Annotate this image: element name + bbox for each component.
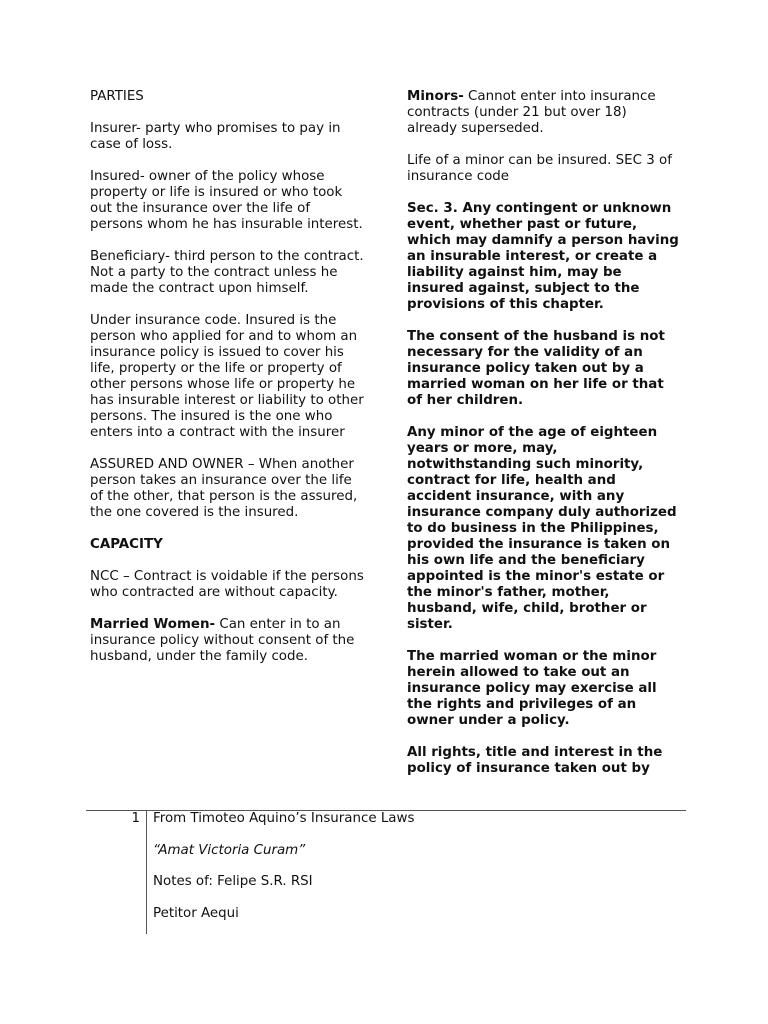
footer-vertical-rule: [146, 810, 147, 934]
parties-heading: PARTIES: [90, 89, 144, 104]
capacity-heading: CAPACITY: [90, 537, 163, 552]
left-column: [90, 89, 366, 681]
any-minor-paragraph: Any minor of the age of eighteen years or more, may, notwithstanding such minority, contract for life, health and accident insurance, with any insurance company duly authorized to do business in the Philippines, provided the insurance is taken on his own life and the beneficiary appointed is the minor's estate or the minor's father, mother, husband, wife, child, brother or sister.: [407, 425, 677, 632]
married-woman-minor-paragraph: The married woman or the minor herein allowed to take out an insurance policy may exercise all the rights and privileges of an owner under a policy.: [407, 649, 657, 728]
footer-signature: Petitor Aequi: [153, 905, 239, 921]
footer-motto: “Amat Victoria Curam”: [153, 842, 306, 858]
sec3-paragraph: Sec. 3. Any contingent or unknown event, whether past or future, which may damnify a person having an insurable interest, or create a liability against him, may be insured against, subject to the provisions of this chapter.: [407, 201, 679, 312]
assured-and-owner-paragraph: ASSURED AND OWNER – When another person takes an insurance over the life of the other, that person is the assured, the one covered is the insured.: [90, 457, 358, 520]
married-women-text: Can enter in to an insurance policy without consent of the husband, under the family code.: [90, 617, 355, 664]
minors-text: Cannot enter into insurance contracts (under 21 but over 18) already superseded.: [407, 89, 656, 136]
minor-life-paragraph: Life of a minor can be insured. SEC 3 of insurance code: [407, 153, 672, 184]
right-column: [407, 89, 679, 777]
married-women-label: Married Women-: [90, 617, 216, 632]
beneficiary-definition: Beneficiary- third person to the contract.: [90, 249, 364, 264]
footer: [153, 811, 673, 937]
insurer-definition: Insurer- party who promises to pay in case of loss.: [90, 121, 341, 152]
insurance-code-definition: Under insurance code. Insured is the person who applied for and to whom an insurance policy is issued to cover his life, property or the life or property of other persons whose life or property he has insurable interest or liability to other persons. The insured is the one who enters into a contract with the insurer: [90, 313, 364, 440]
insured-definition: Insured- owner of the policy whose property or life is insured or who took out the insurance over the life of persons whom he has insurable interest.: [90, 169, 363, 232]
beneficiary-note: Not a party to the contract unless he made the contract upon himself.: [90, 265, 338, 296]
minors-paragraph: [407, 89, 679, 137]
page-number: 1: [131, 811, 140, 826]
footer-notes: Notes of: Felipe S.R. RSI: [153, 874, 313, 889]
ncc-paragraph: NCC – Contract is voidable if the persons who contracted are without capacity.: [90, 569, 364, 600]
married-women-paragraph: [90, 617, 366, 665]
all-rights-paragraph: All rights, title and interest in the policy of insurance taken out by: [407, 745, 663, 776]
footer-source: From Timoteo Aquino’s Insurance Laws: [153, 811, 415, 826]
minors-label: Minors-: [407, 89, 464, 104]
husband-consent-paragraph: The consent of the husband is not necessary for the validity of an insurance policy taken out by a married woman on her life or that of her children.: [407, 329, 665, 408]
